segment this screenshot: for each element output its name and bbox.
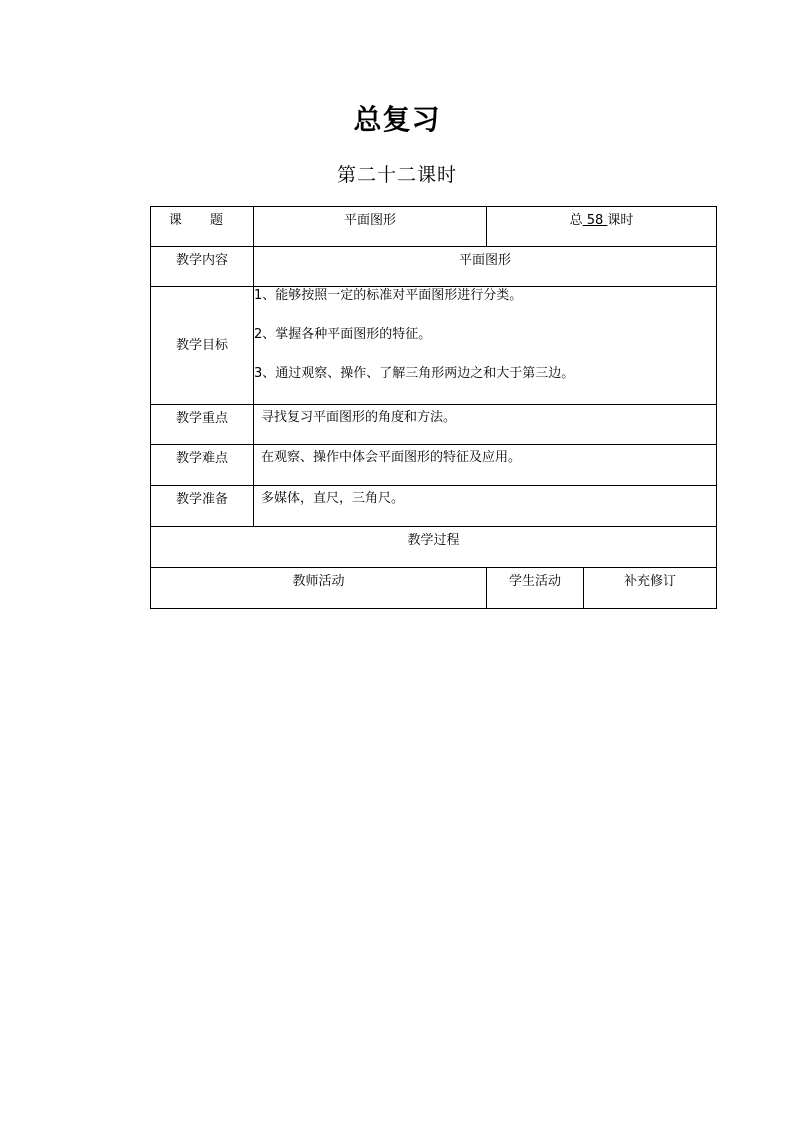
process-label: 教学过程 xyxy=(151,527,717,568)
goal-item: 2、掌握各种平面图形的特征。 xyxy=(254,327,432,342)
topic-label xyxy=(151,207,254,247)
goals-row xyxy=(151,287,717,405)
topic-label-text: 课 题 xyxy=(168,213,236,228)
supplement-header: 补充修订 xyxy=(584,568,717,609)
total-lessons xyxy=(487,207,717,247)
difficulty-label: 教学难点 xyxy=(151,445,254,486)
activity-header-row xyxy=(151,568,717,609)
lesson-plan-table xyxy=(150,206,717,609)
goal-item: 3、通过观察、操作、了解三角形两边之和大于第三边。 xyxy=(254,366,575,381)
topic-value: 平面图形 xyxy=(254,207,487,247)
total-prefix: 总 xyxy=(569,213,583,228)
difficulty-value: 在观察、操作中体会平面图形的特征及应用。 xyxy=(254,445,717,486)
focus-row xyxy=(151,405,717,445)
content-row xyxy=(151,247,717,287)
difficulty-row xyxy=(151,445,717,486)
goals-label: 教学目标 xyxy=(151,287,254,405)
goals-list xyxy=(254,287,717,405)
student-activity-header: 学生活动 xyxy=(487,568,584,609)
prep-row xyxy=(151,486,717,527)
content-value: 平面图形 xyxy=(254,247,717,287)
page-title: 总复习 xyxy=(353,103,441,136)
prep-label: 教学准备 xyxy=(151,486,254,527)
focus-label: 教学重点 xyxy=(151,405,254,445)
teacher-activity-header: 教师活动 xyxy=(151,568,487,609)
prep-value: 多媒体，直尺，三角尺。 xyxy=(254,486,717,527)
goal-item: 1、能够按照一定的标准对平面图形进行分类。 xyxy=(254,288,523,303)
total-number: 58 xyxy=(582,213,608,228)
topic-row xyxy=(151,207,717,247)
process-row xyxy=(151,527,717,568)
focus-value: 寻找复习平面图形的角度和方法。 xyxy=(254,405,717,445)
total-suffix: 课时 xyxy=(607,213,634,228)
content-label: 教学内容 xyxy=(151,247,254,287)
lesson-number: 第二十二课时 xyxy=(336,164,457,186)
